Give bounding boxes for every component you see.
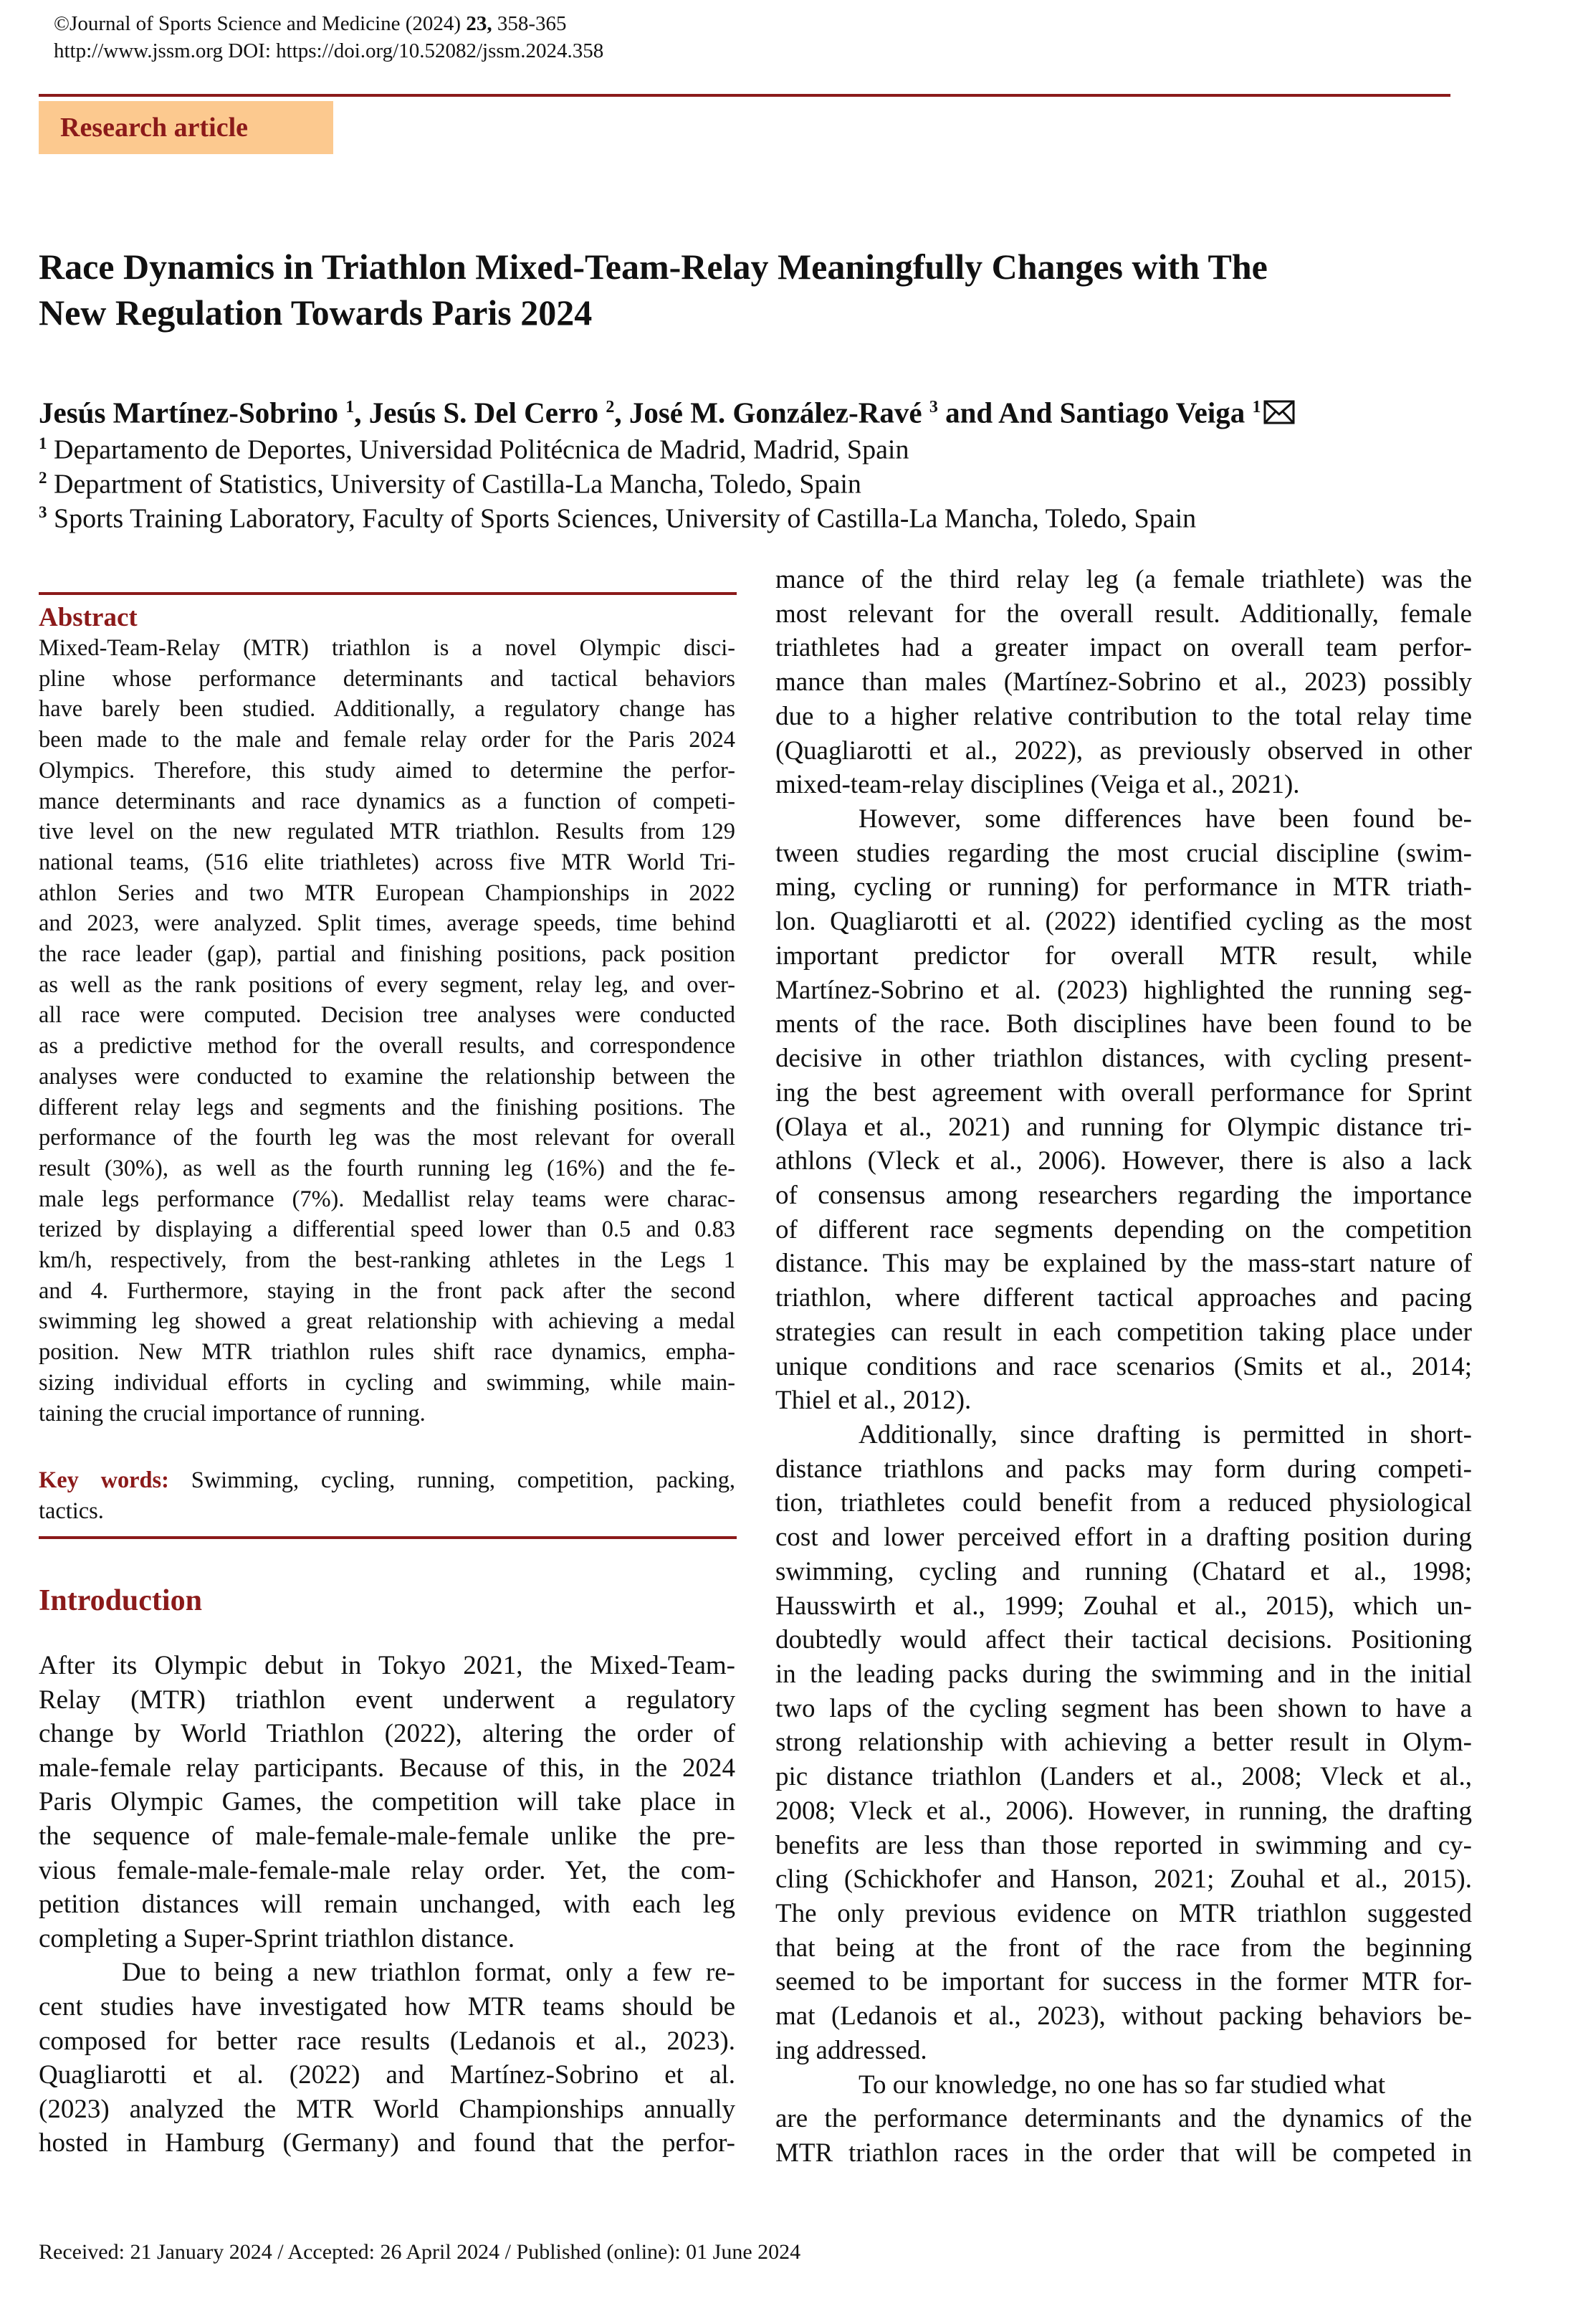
keywords: Key words: Swimming, cycling, running, competition, packing, tactics. <box>39 1467 735 1524</box>
affiliation: $^2$ Department of Statistics, University of Castilla-La Mancha, Toledo, Spain <box>39 469 861 500</box>
header-rule <box>39 94 1450 97</box>
author-name: Jesús S. Del Cerro <box>368 396 606 429</box>
abstract-top-rule <box>39 592 737 595</box>
author-name: And Santiago Veiga <box>998 396 1253 429</box>
affiliation: $^1$ Departamento de Deportes, Universidad Politécnica de Madrid, Madrid, Spain <box>39 434 909 465</box>
journal-citation: ©Journal of Sports Science and Medicine (2024) 23, 358-365 <box>54 12 567 35</box>
author-name: José M. González-Ravé <box>628 396 929 429</box>
introduction-heading: Introduction <box>39 1584 202 1617</box>
author-list: Jesús Martínez-Sobrino $^1$, Jesús S. Del Cerro $^2$, José M. González-Ravé $^3$ and And Santiago Veiga $^1$ <box>39 389 1508 433</box>
article-type-badge: Research article <box>39 101 333 154</box>
introduction-text: After its Olympic debut in Tokyo 2021, the Mixed-Team- Relay (MTR) triathlon event underwent a regulatory change by World Triathlon (2022), altering the order of male-female relay participants. Because of this, in the 2024 Paris Olympic Games, the competition will take place in the sequence of male-female-male-female unlike the pre- vious female-male-female-male relay order. Yet, the com- petition distances will remain unchanged, with each leg completing a Super-Sprint triathlon distance. Due to being a new triathlon format, only a few re- cent studies have investigated how MTR teams should be composed for better race results (Ledanois et al., 2023). Quagliarotti et al. (2022) and Martínez-Sobrino et al. (2023) analyzed the MTR World Championships annually hosted in Hamburg (Germany) and found that the perfor- <box>39 1651 735 2158</box>
journal-url-doi: http://www.jssm.org DOI: https://doi.org/10.52082/jssm.2024.358 <box>54 39 604 62</box>
right-column-text: mance of the third relay leg (a female triathlete) was the most relevant for the overall result. Additionally, female triathletes had a greater impact on overall team perfor- mance than males (Martínez-Sobrino et al., 2023) possibly due to a higher relative contribution to the total relay time (Quagliarotti et al., 2022), as previously observed in other mixed-team-relay disciplines (Veiga et al., 2021). However, some differences have been found be- tween studies regarding the most crucial discipline (swim- ming, cycling or running) for performance in MTR triath- lon. Quagliarotti et al. (2022) identified cycling as the most important predictor for overall MTR result, while Martínez-Sobrino et al. (2023) highlighted the running seg- ments of the race. Both disciplines have been found to be decisive in other triathlon distances, with cycling present- ing the best agreement with overall performance for Sprint (Olaya et al., 2021) and running for Olympic distance tri- athlons (Vleck et al., 2006). However, there is also a lack of consensus among researchers regarding the importance of different race segments depending on the competition distance. This may be explained by the mass-start nature of triathlon, where different tactical approaches and pacing strategies can result in each competition taking place under unique conditions and race scenarios (Smits et al., 2014; Thiel et al., 2012). Additionally, since drafting is permitted in short- distance triathlons and packs may form during competi- tion, triathletes could benefit from a reduced physiological cost and lower perceived effort in a drafting position during swimming, cycling and running (Chatard et al., 1998; Hausswirth et al., 1999; Zouhal et al., 2015), which un- doubtedly would affect their tactical decisions. Positioning in the leading packs during the swimming and in the initial two laps of the cycling segment has been shown to have a strong relationship with achieving a better result in Olym- pic distance triathlon (Landers et al., 2008; Vleck et al., 2008; Vleck et al., 2006). However, in running, the drafting benefits are less than those reported in swimming and cy- cling (Schickhofer and Hanson, 2021; Zouhal et al., 2015). The only previous evidence on MTR triathlon suggested that being at the front of the race from the beginning seemed to be important for success in the former MTR for- mat (Ledanois et al., 2023), without packing behaviors be- ing addressed. To our knowledge, no one has so far studied what are the performance determinants and the dynamics of the MTR triathlon races in the order that will be competed in <box>775 565 1472 2168</box>
abstract-text: Mixed-Team-Relay (MTR) triathlon is a novel Olympic disci- pline whose performance determinants and tactical behaviors have barely been studied. Additionally, a regulatory change has been made to the male and female relay order for the Paris 2024 Olympics. Therefore, this study aimed to determine the perfor- mance determinants and race dynamics as a function of competi- tive level on the new regulated MTR triathlon. Results from 129 national teams, (516 elite triathletes) across five MTR World Tri- athlon Series and two MTR European Championships in 2022 and 2023, were analyzed. Split times, average speeds, time behind the race leader (gap), partial and finishing positions, pack position as well as the rank positions of every segment, relay leg, and over- all race were computed. Decision tree analyses were conducted as a predictive method for the overall results, and correspondence analyses were conducted to examine the relationship between the different relay legs and segments and the finishing positions. The performance of the fourth leg was the most relevant for overall result (30%), as well as the fourth running leg (16%) and the fe- male legs performance (7%). Medallist relay teams were charac- terized by displaying a differential speed lower than 0.5 and 0.83 km/h, respectively, from the best-ranking athletes in the Legs 1 and 4. Furthermore, staying in the front pack after the second swimming leg showed a great relationship with achieving a medal position. New MTR triathlon rules shift race dynamics, empha- sizing individual efforts in cycling and swimming, while main- taining the crucial importance of running. <box>39 635 735 1427</box>
affiliation: $^3$ Sports Training Laboratory, Faculty of Sports Sciences, University of Castilla-La Mancha, Toledo, Spain <box>39 503 1197 534</box>
article-title: Race Dynamics in Triathlon Mixed-Team-Relay Meaningfully Changes with The New Regulation Towards Paris 2024 <box>39 247 1268 333</box>
received-accepted-published: Received: 21 January 2024 / Accepted: 26 April 2024 / Published (online): 01 June 2024 <box>39 2240 801 2264</box>
abstract-bottom-rule <box>39 1536 737 1539</box>
author-name: Jesús Martínez-Sobrino <box>39 396 346 429</box>
abstract-heading: Abstract <box>39 603 138 632</box>
